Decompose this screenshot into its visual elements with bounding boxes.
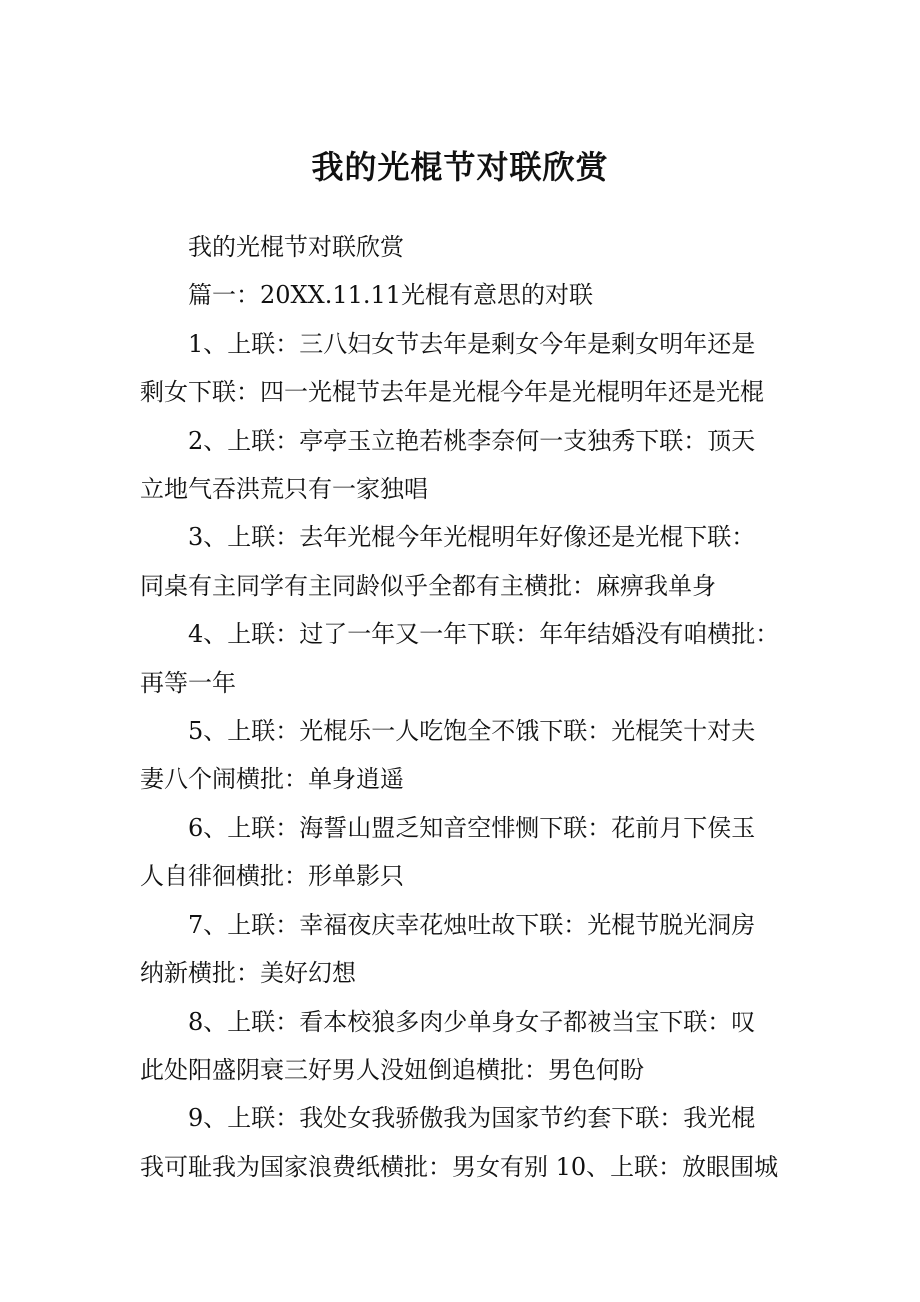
text-line: 4、上联：过了一年又一年下联：年年结婚没有咱横批： [188, 620, 780, 649]
text-line: 2、上联：亭亭玉立艳若桃李奈何一支独秀下联：顶天 [188, 426, 756, 455]
text-line: 同桌有主同学有主同龄似乎全都有主横批：麻痹我单身 [140, 571, 716, 600]
text-line: 8、上联：看本校狼多肉少单身女子都被当宝下联：叹 [188, 1007, 756, 1036]
text-line: 妻八个闹横批：单身逍遥 [140, 765, 404, 794]
text-line: 6、上联：海誓山盟乏知音空悱恻下联：花前月下侯玉 [188, 813, 756, 842]
text-line: 5、上联：光棍乐一人吃饱全不饿下联：光棍笑十对夫 [188, 717, 756, 746]
text-line: 纳新横批：美好幻想 [140, 959, 356, 988]
text-line: 篇一：20XX.11.11光棍有意思的对联 [188, 281, 594, 310]
text-line: 7、上联：幸福夜庆幸花烛吐故下联：光棍节脱光洞房 [188, 910, 756, 939]
text-line: 我可耻我为国家浪费纸横批：男女有别 10、上联：放眼围城 [140, 1152, 779, 1181]
text-line: 再等一年 [140, 668, 236, 697]
text-line: 1、上联：三八妇女节去年是剩女今年是剩女明年还是 [188, 329, 756, 358]
text-line: 9、上联：我处女我骄傲我为国家节约套下联：我光棍 [188, 1104, 756, 1133]
text-line: 我的光棍节对联欣赏 [188, 233, 404, 261]
text-line: 人自徘徊横批：形单影只 [140, 862, 404, 891]
text-line: 此处阳盛阴衰三好男人没妞倒追横批：男色何盼 [140, 1055, 644, 1084]
text-line: 剩女下联：四一光棍节去年是光棍今年是光棍明年还是光棍 [140, 378, 764, 407]
document-body [140, 223, 785, 1191]
document-title: 我的光棍节对联欣赏 [311, 148, 609, 186]
text-line: 立地气吞洪荒只有一家独唱 [140, 475, 428, 504]
text-line: 3、上联：去年光棍今年光棍明年好像还是光棍下联： [188, 523, 756, 552]
